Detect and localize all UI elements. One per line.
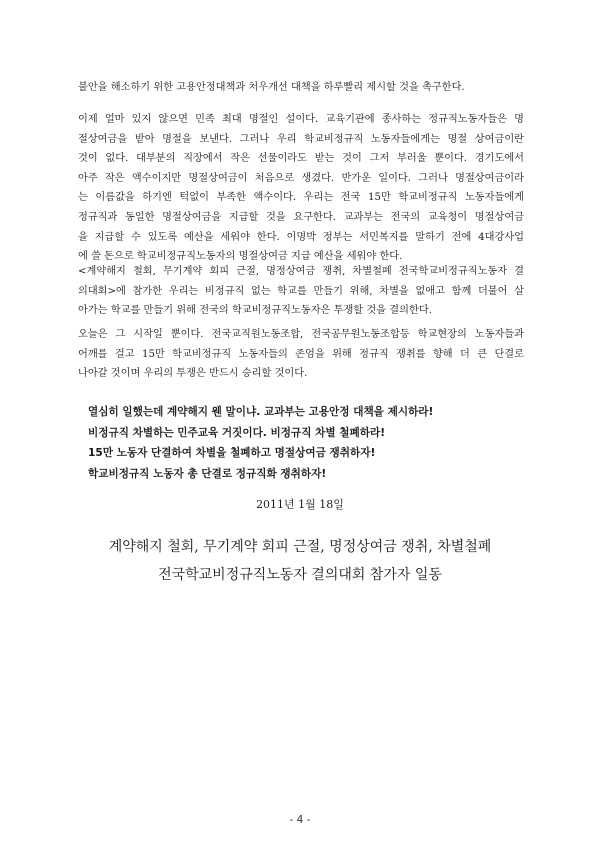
paragraph-line: 정규직과 동일한 명절상여금을 지급할 것을 요구한다. 교과부는 전국의 교육청이 명절상여금 [78,211,524,223]
paragraph-line: 불안을 해소하기 위한 고용안정대책과 처우개선 대책을 하루빨리 제시할 것을 촉구한다. [78,82,465,93]
slogan-item: 학교비정규직 노동자 총 단결로 정규직화 쟁취하자! [88,467,327,480]
paragraph-line: <계약해지 철회, 무기계약 회피 근절, 명정상여금 쟁취, 차별철폐 전국학교비정규직노동자 결 [78,266,524,277]
slogan-list [88,402,528,484]
paragraph-line: 나아갈 것이며 우리의 투쟁은 반드시 승리할 것이다. [78,368,308,380]
paragraph-1 [78,78,524,98]
paragraph-line: 이제 얼마 있지 않으면 민족 최대 명절인 설이다. 교육기관에 종사하는 정규직노동자들은 명 [78,114,524,125]
paragraph-line: 어깨를 걸고 15만 학교비정규직 노동자들의 존엄을 위해 정규직 쟁취를 향해 더 큰 단결로 [78,348,524,360]
paragraph-line: 는 이름값을 하기엔 턱없이 부족한 액수이다. 우리는 전국 15만 학교비정규직 노동자들에게 [78,192,524,204]
paragraph-3 [78,262,524,321]
page-number: - 4 - [289,814,311,826]
slogan-item: 15만 노동자 단결하여 차별을 철폐하고 명절상여금 쟁취하자! [88,447,376,459]
paragraph-line: 오늘은 그 시작일 뿐이다. 전국교직원노동조합, 전국공무원노동조합등 학교현장의 노동자들과 [78,329,524,340]
paragraph-2 [78,110,524,267]
paragraph-line: 을 지급할 수 있도록 예산을 세워야 한다. 이명박 정부는 서민복지를 말하기 전에 4대강사업 [78,231,524,243]
paragraph-line: 의대회>에 참가한 우리는 비정규직 없는 학교를 만들기 위해, 차별을 없애고 함께 더불어 살 [78,285,524,297]
slogan-item: 비정규직 차별하는 민주교육 거짓이다. 비정규직 차별 철폐하라! [88,426,386,439]
paragraph-line: 에 쓸 돈으로 학교비정규직노동자의 명절상여금 지급 예산을 세워야 한다. [78,251,403,263]
paragraph-line: 아주 작은 액수이지만 명절상여금이 처음으로 생겼다. 반가운 일이다. 그러나 명절상여금이라 [78,172,524,184]
paragraph-4 [78,325,524,384]
signature-line-1: 계약해지 철회, 무기계약 회피 근절, 명정상여금 쟁취, 차별철폐 [108,539,492,555]
signature-line-2: 전국학교비정규직노동자 결의대회 참가자 일동 [158,567,442,583]
document-date: 2011년 1월 18일 [256,498,344,511]
paragraph-line: 것이 없다. 대부분의 직장에서 작은 선물이라도 받는 것이 그저 부러울 뿐이다. 경기도에서 [78,153,524,165]
slogan-item: 열심히 일했는데 계약해지 웬 말이냐. 교과부는 고용안정 대책을 제시하라! [88,406,434,418]
paragraph-line: 절상여금을 받아 명절을 보낸다. 그러나 우리 학교비정규직 노동자들에게는 명절 상여금이란 [78,133,524,145]
paragraph-line: 아가는 학교를 만들기 위해 전국의 학교비정규직노동자은 투쟁할 것을 결의한다. [78,305,432,317]
